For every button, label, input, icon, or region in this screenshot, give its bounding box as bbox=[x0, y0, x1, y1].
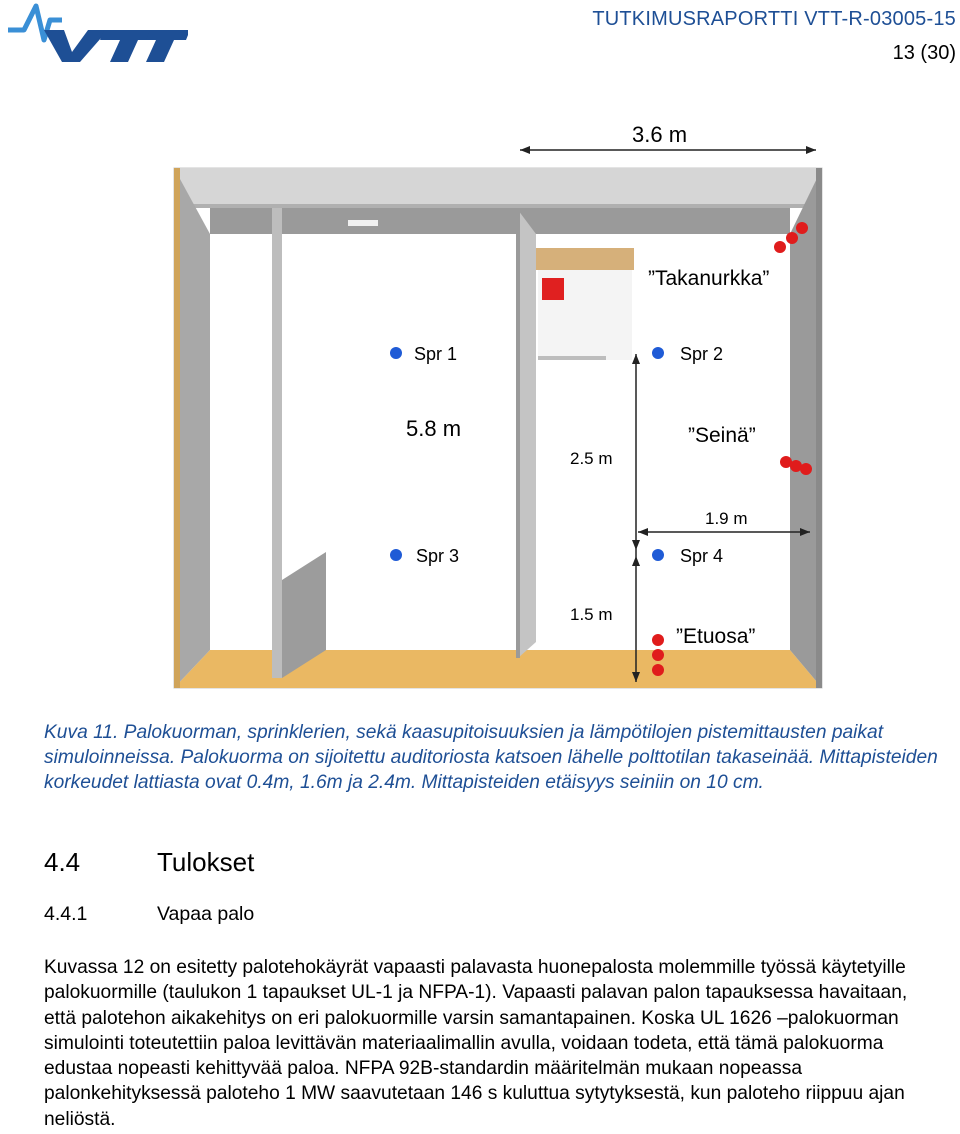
dim-lower-label: 1.5 m bbox=[570, 605, 613, 624]
dim-spr-height-label: 2.5 m bbox=[570, 449, 613, 468]
vtt-logo-t2 bbox=[146, 30, 188, 62]
sprinkler-4 bbox=[652, 549, 664, 561]
vtt-logo-t1 bbox=[100, 30, 156, 62]
section-number: 4.4 bbox=[44, 847, 81, 877]
dim-width-label: 3.6 m bbox=[632, 122, 688, 147]
sprinkler-1 bbox=[390, 347, 402, 359]
sprinkler-3 bbox=[390, 549, 402, 561]
floor bbox=[174, 650, 822, 688]
center-partition-front bbox=[516, 210, 520, 658]
sprinkler-3-label: Spr 3 bbox=[416, 546, 460, 566]
sprinkler-2-label: Spr 2 bbox=[680, 344, 724, 364]
left-partition bbox=[272, 208, 282, 678]
measure-takanurkka-3 bbox=[774, 241, 786, 253]
sprinkler-2 bbox=[652, 347, 664, 359]
measure-etuosa-3 bbox=[652, 664, 664, 676]
section-title: Tulokset bbox=[157, 847, 255, 877]
room-layout-figure bbox=[160, 110, 840, 700]
measure-takanurkka-1 bbox=[796, 222, 808, 234]
ceiling-bar-left bbox=[174, 168, 520, 204]
ceiling-line bbox=[174, 204, 822, 208]
sprinkler-4-label: Spr 4 bbox=[680, 546, 724, 566]
fire-load-top bbox=[536, 248, 634, 270]
measure-seina-3 bbox=[800, 463, 812, 475]
ceiling-marker bbox=[348, 220, 378, 226]
ceiling-bar-right bbox=[500, 168, 822, 204]
ceiling-inner bbox=[210, 208, 790, 234]
right-wall-edge bbox=[816, 168, 822, 688]
dim-width-arrow-left bbox=[520, 146, 530, 154]
dim-side-label: 1.9 m bbox=[705, 509, 748, 528]
report-id: TUTKIMUSRAPORTTI VTT-R-03005-15 bbox=[592, 8, 956, 30]
dim-width-arrow-right bbox=[806, 146, 816, 154]
measure-etuosa-1 bbox=[652, 634, 664, 646]
label-seina: ”Seinä” bbox=[688, 424, 756, 447]
vtt-logo bbox=[6, 0, 188, 68]
center-partition bbox=[518, 210, 536, 658]
dim-height-label: 5.8 m bbox=[406, 416, 462, 441]
sprinkler-1-label: Spr 1 bbox=[414, 344, 458, 364]
measure-etuosa-2 bbox=[652, 649, 664, 661]
measure-takanurkka-2 bbox=[786, 232, 798, 244]
subsection-number: 4.4.1 bbox=[44, 903, 88, 925]
section-heading bbox=[44, 847, 254, 878]
fire-load-source bbox=[542, 278, 564, 300]
figure-caption: Kuva 11. Palokuorman, sprinklerien, sekä kaasupitoisuuksien ja lämpötilojen pistemittausten paikat simuloinneissa. Palokuorma on sijoitettu auditoriosta katsoen lähelle polttotilan takaseinää. Mittapisteiden korkeudet lattiasta ovat 0.4m, 1.6m ja 2.4m. Mittapisteiden etäisyys seiniin on 10 cm. bbox=[44, 722, 938, 793]
vtt-logo-v bbox=[44, 30, 108, 62]
left-wall-edge bbox=[174, 168, 180, 688]
subsection-title: Vapaa palo bbox=[157, 903, 255, 925]
subsection-heading bbox=[44, 903, 254, 926]
label-takanurkka: ”Takanurkka” bbox=[648, 267, 770, 290]
page-number: 13 (30) bbox=[892, 42, 956, 64]
body-paragraph-container bbox=[44, 955, 944, 1132]
label-etuosa: ”Etuosa” bbox=[676, 625, 756, 648]
body-paragraph: Kuvassa 12 on esitetty palotehokäyrät vapaasti palavasta huonepalosta molemmille työssä käytetyille palokuormille (taulukon 1 tapaukset UL-1 ja NFPA-1). Vapaasti palavan palon tapauksessa havaitaan, että palotehon aikakehitys on eri palokuormille varsin samantapainen. Koska UL 1626 –palokuorman simulointi toteutettiin paloa levittävän materiaalimallin avulla, voidaan todeta, että tämä palokuorma edustaa nopeasti kehittyvää paloa. NFPA 92B-standardin määritelmän mukaan nopeassa palonkehityksessä paloteho 1 MW saavutetaan 146 s kuluttua sytytyksestä, kun paloteho riippuu ajan neliöstä. bbox=[44, 957, 908, 1130]
